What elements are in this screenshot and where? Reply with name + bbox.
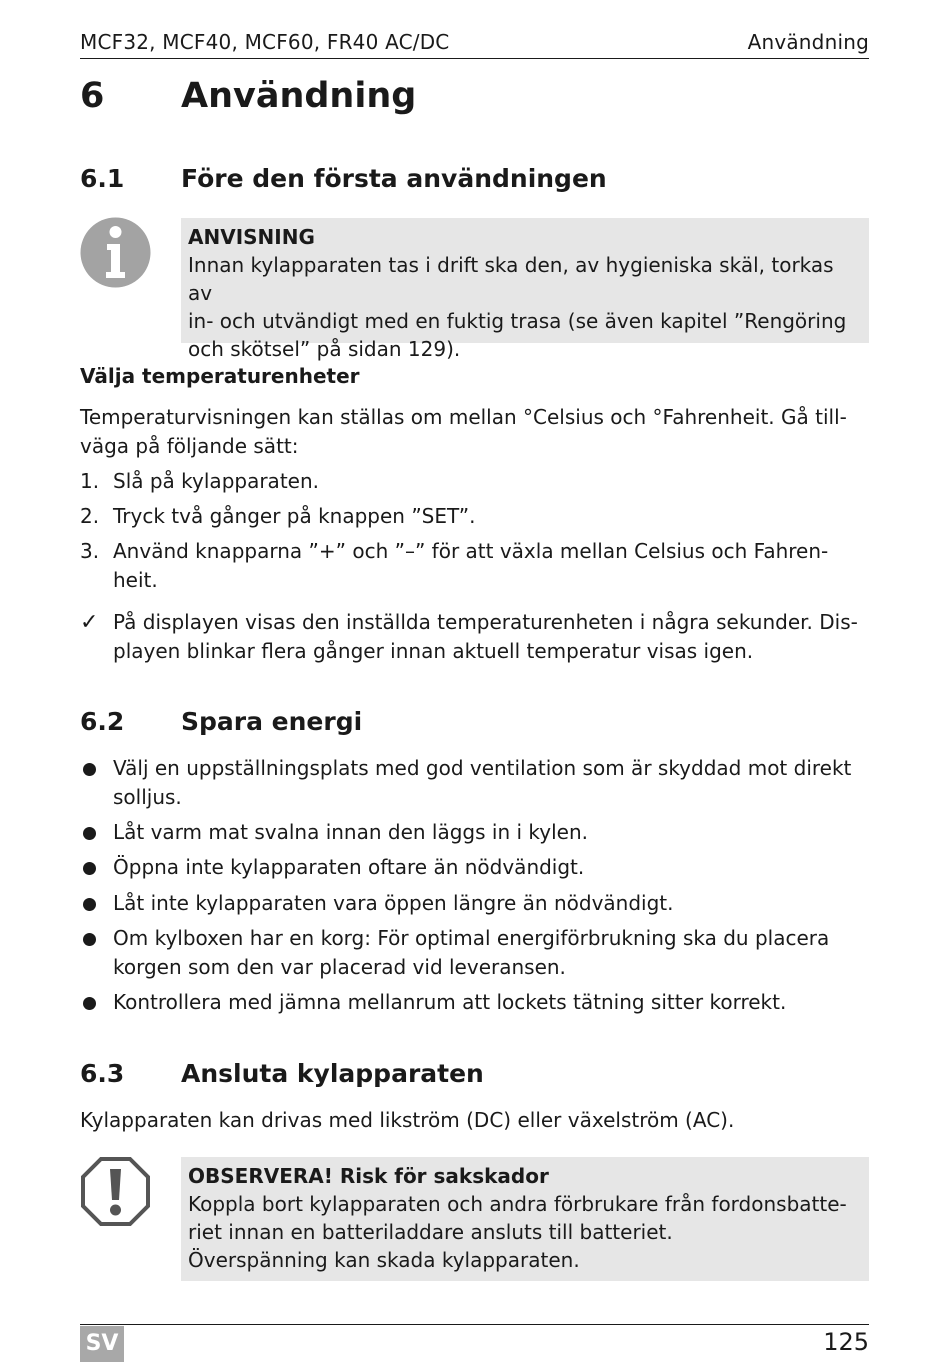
result-line: På displayen visas den inställda temperaturenheten i några sekunder. Dis- (113, 610, 858, 634)
bullet-text: Öppna inte kylapparaten oftare än nödvändigt. (113, 855, 585, 879)
step-text-line: heit. (113, 568, 158, 592)
note-line: in- och utvändigt med en fuktig trasa (se även kapitel ”Rengöring (188, 309, 847, 333)
bullet-icon (83, 827, 96, 840)
bullet-text: Kontrollera med jämna mellanrum att lockets tätning sitter korrekt. (113, 990, 787, 1014)
header-model-list: MCF32, MCF40, MCF60, FR40 AC/DC (80, 30, 450, 54)
step-text-line: Använd knapparna ”+” och ”–” för att växla mellan Celsius och Fahren- (113, 539, 829, 563)
language-badge: SV (80, 1326, 124, 1362)
section-6-2-title: Spara energi (181, 707, 363, 736)
bullet-line: Om kylboxen har en korg: För optimal energiförbrukning ska du placera (113, 926, 830, 950)
section-6-1-title: Före den första användningen (181, 164, 607, 193)
bullet-line: solljus. (113, 785, 182, 809)
bullet-item (80, 889, 869, 918)
document-page (80, 0, 869, 1364)
bullet-line: Välj en uppställningsplats med god ventilation som är skyddad mot direkt (113, 756, 852, 780)
section-6-2-number: 6.2 (80, 707, 125, 736)
page-number: 125 (823, 1328, 869, 1356)
step-marker: 1. (80, 469, 100, 493)
note-box (181, 218, 869, 361)
warning-line: Koppla bort kylapparaten och andra förbrukare från fordonsbatte- (188, 1192, 847, 1216)
bullet-text (113, 924, 873, 982)
section-6-1-number: 6.1 (80, 164, 125, 193)
step-marker: 2. (80, 504, 100, 528)
bullet-text: Låt varm mat svalna innan den läggs in i kylen. (113, 820, 589, 844)
warning-octagon-icon (80, 1156, 151, 1227)
running-header (80, 30, 869, 59)
bullet-item (80, 988, 869, 1017)
bullet-item (80, 924, 869, 982)
warning-line: riet innan en batteriladdare ansluts till batteriet. (188, 1220, 673, 1244)
subheading-temperature-units: Välja temperaturenheter (80, 364, 360, 388)
bullet-icon (83, 763, 96, 776)
info-icon (80, 217, 151, 288)
intro-line: väga på följande sätt: (80, 434, 299, 458)
note-title: ANVISNING (188, 225, 315, 249)
intro-paragraph (80, 403, 869, 461)
bullet-icon (83, 898, 96, 911)
chapter-title: Användning (181, 76, 417, 116)
step-text (113, 537, 873, 595)
section-6-3-number: 6.3 (80, 1059, 125, 1088)
step-marker: 3. (80, 539, 100, 563)
step-text: Slå på kylapparaten. (113, 469, 319, 493)
note-line: Innan kylapparaten tas i drift ska den, av hygieniska skäl, torkas av (188, 253, 834, 305)
step-text: Tryck två gånger på knappen ”SET”. (113, 504, 476, 528)
section-6-3-intro: Kylapparaten kan drivas med likström (DC) eller växelström (AC). (80, 1108, 735, 1132)
warning-box (181, 1157, 869, 1281)
intro-line: Temperaturvisningen kan ställas om mellan °Celsius och °Fahrenheit. Gå till- (80, 405, 847, 429)
list-item-step-3 (80, 537, 869, 595)
footer-divider (80, 1324, 869, 1325)
bullet-item (80, 818, 869, 847)
chapter-number: 6 (80, 76, 105, 116)
note-line: och skötsel” på sidan 129). (188, 337, 461, 361)
bullet-item (80, 754, 869, 812)
bullet-text: Låt inte kylapparaten vara öppen längre än nödvändigt. (113, 891, 674, 915)
list-item-step-1 (80, 467, 869, 496)
bullet-icon (83, 997, 96, 1010)
bullet-line: korgen som den var placerad vid leveransen. (113, 955, 566, 979)
checkmark-icon: ✓ (80, 610, 99, 635)
result-text (113, 608, 873, 666)
result-item (80, 608, 869, 666)
list-item-step-2 (80, 502, 869, 531)
warning-line: Överspänning kan skada kylapparaten. (188, 1248, 580, 1272)
result-line: playen blinkar flera gånger innan aktuell temperatur visas igen. (113, 639, 754, 663)
header-section-name: Användning (747, 30, 869, 54)
bullet-item (80, 853, 869, 882)
bullet-icon (83, 933, 96, 946)
bullet-icon (83, 862, 96, 875)
section-6-3-title: Ansluta kylapparaten (181, 1059, 484, 1088)
warning-title: OBSERVERA! Risk för sakskador (188, 1164, 549, 1188)
bullet-text (113, 754, 873, 812)
